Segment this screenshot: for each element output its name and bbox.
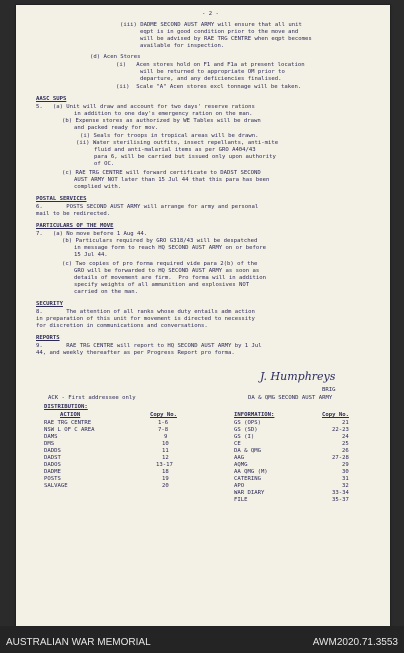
text-line: 15 Jul 44. bbox=[74, 252, 108, 258]
table-row-action: RAE TRG CENTRE bbox=[44, 420, 92, 426]
table-cell-copy: 18 bbox=[162, 469, 169, 475]
table-cell-copy: 1-6 bbox=[158, 420, 169, 426]
text-line: for discretion in communications and conversations. bbox=[36, 323, 208, 329]
text-line: will be returned to appropriate OM prior to bbox=[140, 69, 285, 75]
text-line: (c) Two copies of pro forma required vide para 2(b) of the bbox=[62, 261, 258, 267]
table-cell-copy: 29 bbox=[342, 462, 349, 468]
archive-name: AUSTRALIAN WAR MEMORIAL bbox=[6, 637, 151, 648]
text-line: fluid and anti-malarial items as per GRO A404/43 bbox=[94, 147, 256, 153]
text-line: (c) RAE TRG CENTRE will forward certificate to DADST SECOND bbox=[62, 170, 261, 176]
text-line: in preparation of this unit for movement is directed to necessity bbox=[36, 316, 255, 322]
text-line: specify weights of all ammunition and explosives NOT bbox=[74, 282, 250, 288]
table-row-action: NSW L OF C AREA bbox=[44, 427, 95, 433]
acknowledgement-note: ACK - First addressee only bbox=[48, 395, 136, 401]
table-cell-copy: 10 bbox=[162, 441, 169, 447]
info-column-header: INFORMATION: bbox=[234, 412, 275, 418]
table-row-info: AA QMG (M) bbox=[234, 469, 268, 475]
table-cell-copy: 30 bbox=[342, 469, 349, 475]
text-line: in addition to one day's emergency ration on the man. bbox=[74, 111, 253, 117]
text-line: complied with. bbox=[74, 184, 122, 190]
table-row-action: DADDS bbox=[44, 448, 61, 454]
text-line: (i) Acen stores hold on F1 and F1a at present location bbox=[116, 62, 305, 68]
table-cell-copy: 33-34 bbox=[332, 490, 349, 496]
table-cell-copy: 25 bbox=[342, 441, 349, 447]
table-row-info: GS (OPS) bbox=[234, 420, 261, 426]
table-cell-copy: 19 bbox=[162, 476, 169, 482]
table-row-action: DADME bbox=[44, 469, 61, 475]
table-cell-copy: 20 bbox=[162, 483, 169, 489]
text-line: departure, and any deficiencies finalised. bbox=[140, 76, 282, 82]
table-row-action: POSTS bbox=[44, 476, 61, 482]
text-line: carried on the man. bbox=[74, 289, 138, 295]
table-cell-copy: 27-28 bbox=[332, 455, 349, 461]
text-line: (ii) Water sterilising outfits, insect repellants, anti-mite bbox=[76, 140, 279, 146]
table-row-action: DADST bbox=[44, 455, 61, 461]
info-copy-header: Copy No. bbox=[322, 412, 349, 418]
text-line: AUST ARMY NOT later than 15 Jul 44 that this para has been bbox=[74, 177, 270, 183]
table-cell-copy: 12 bbox=[162, 455, 169, 461]
action-copy-header: Copy No. bbox=[150, 412, 177, 418]
section-heading: SECURITY bbox=[36, 301, 63, 307]
text-line: GRO will be forwarded to HQ SECOND AUST ARMY as soon as bbox=[74, 268, 260, 274]
text-line: eqpt is in good condition prior to the move and bbox=[140, 29, 299, 35]
text-line: available for inspection. bbox=[140, 43, 225, 49]
table-row-info: GS (I) bbox=[234, 434, 255, 440]
table-row-info: DA & QMG bbox=[234, 448, 261, 454]
text-line: (iii) DADME SECOND AUST ARMY will ensure that all unit bbox=[120, 22, 302, 28]
text-line: 6. POSTS SECOND AUST ARMY will arrange for army and personal bbox=[36, 204, 259, 210]
text-line: 5. (a) Unit will draw and account for two days' reserve rations bbox=[36, 104, 255, 110]
text-line: (b) Expense stores as authorized by WE Tables will be drawn bbox=[62, 118, 261, 124]
signature-rank: BRIG bbox=[322, 387, 336, 393]
text-line: 9. RAE TRG CENTRE will report to HQ SECOND AUST ARMY by 1 Jul bbox=[36, 343, 262, 349]
table-cell-copy: 24 bbox=[342, 434, 349, 440]
action-column-header: ACTION bbox=[60, 412, 81, 418]
table-cell-copy: 26 bbox=[342, 448, 349, 454]
text-line: mail to be redirected. bbox=[36, 211, 111, 217]
section-heading: REPORTS bbox=[36, 335, 60, 341]
text-line: and packed ready for mov. bbox=[74, 125, 159, 131]
section-heading: POSTAL SERVICES bbox=[36, 196, 87, 202]
table-cell-copy: 35-37 bbox=[332, 497, 349, 503]
table-cell-copy: 32 bbox=[342, 483, 349, 489]
table-row-action: DAMS bbox=[44, 434, 58, 440]
section-heading: AASC SUPS bbox=[36, 96, 67, 102]
text-line: of OC. bbox=[94, 161, 115, 167]
distribution-heading: DISTRIBUTION: bbox=[44, 404, 88, 410]
table-cell-copy: 22-23 bbox=[332, 427, 349, 433]
document-page bbox=[16, 5, 390, 626]
text-line: 7. (a) No move before 1 Aug 44. bbox=[36, 231, 148, 237]
text-line: 8. The attention of all ranks whose duty entails adm action bbox=[36, 309, 255, 315]
table-row-action: DMS bbox=[44, 441, 55, 447]
table-row-action: SALVAGE bbox=[44, 483, 68, 489]
accession-number: AWM2020.71.3553 bbox=[312, 637, 398, 648]
text-line: 44, and weekly thereafter as per Progress Report pro forma. bbox=[36, 350, 235, 356]
table-row-info: WAR DIARY bbox=[234, 490, 265, 496]
archive-footer bbox=[0, 626, 404, 653]
table-cell-copy: 21 bbox=[342, 420, 349, 426]
signature-title: DA & QMG SECOND AUST ARMY bbox=[248, 395, 333, 401]
text-line: in message form to reach HQ SECOND AUST ARMY on or before bbox=[74, 245, 266, 251]
text-line: (i) Seals for troops in tropical areas will be drawn. bbox=[80, 133, 259, 139]
section-subheading: (d) Acen Stores bbox=[90, 54, 141, 60]
table-row-info: GS (SD) bbox=[234, 427, 258, 433]
table-row-info: APO bbox=[234, 483, 245, 489]
text-line: details of movement are firm. Pro forma will in addition bbox=[74, 275, 266, 281]
table-row-info: FILE bbox=[234, 497, 248, 503]
text-line: para 6, will be carried but issued only upon authority bbox=[94, 154, 276, 160]
signature: J. Humphreys bbox=[260, 370, 336, 383]
section-heading: PARTICULARS OF THE MOVE bbox=[36, 223, 114, 229]
table-cell-copy: 31 bbox=[342, 476, 349, 482]
table-cell-copy: 11 bbox=[162, 448, 169, 454]
table-row-info: CATERING bbox=[234, 476, 261, 482]
text-line: (b) Particulars required by GRO G318/43 will be despatched bbox=[62, 238, 258, 244]
text-line: will be advised by RAE TRG CENTRE when eqpt becomes bbox=[140, 36, 312, 42]
table-row-action: DADOS bbox=[44, 462, 61, 468]
table-cell-copy: 9 bbox=[164, 434, 168, 440]
table-row-info: CE bbox=[234, 441, 241, 447]
table-cell-copy: 13-17 bbox=[156, 462, 173, 468]
page-number: - 2 - bbox=[202, 11, 219, 17]
table-cell-copy: 7-8 bbox=[158, 427, 169, 433]
text-line: (ii) Scale "A" Acen stores excl tonnage will be taken. bbox=[116, 84, 302, 90]
table-row-info: AQMG bbox=[234, 462, 248, 468]
table-row-info: AAG bbox=[234, 455, 245, 461]
